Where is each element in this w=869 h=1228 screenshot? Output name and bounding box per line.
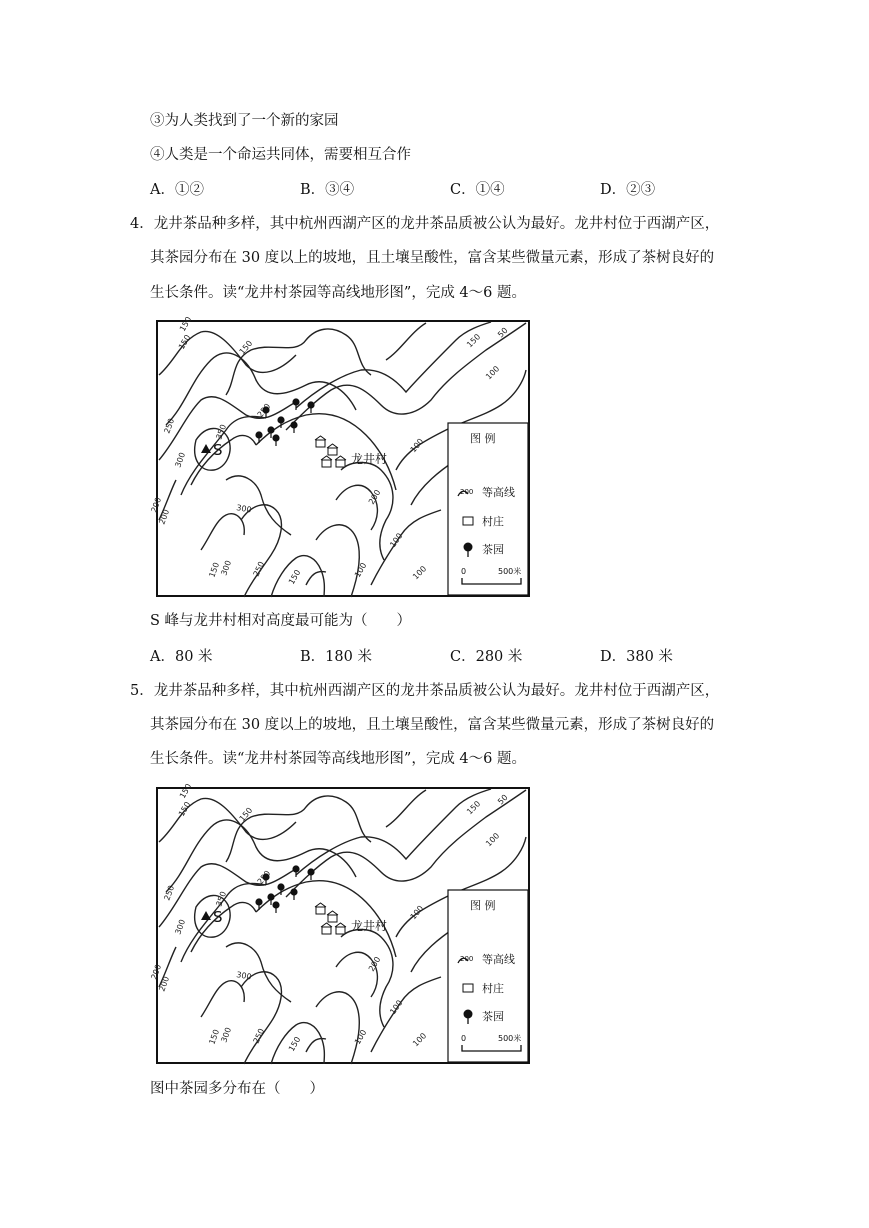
legend-village-icon	[463, 517, 473, 525]
contour-label: 50	[496, 325, 510, 340]
contour-label: 300	[219, 1026, 234, 1044]
scale-label: 500米	[498, 567, 522, 576]
tea-garden-icon	[272, 434, 279, 441]
tea-garden-icon	[290, 888, 297, 895]
q4-question: S 峰与龙井村相对高度最可能为（ ）	[150, 613, 412, 629]
contour-label: 150	[237, 338, 255, 357]
contour-label: 250	[162, 417, 177, 435]
contour-label: 250	[251, 1027, 267, 1045]
peak-label: S	[213, 441, 223, 459]
contour-label: 150	[207, 561, 222, 579]
q4-option-a: A．80 米	[150, 649, 213, 665]
peak-label: S	[213, 908, 223, 926]
contour-label: 300	[235, 970, 253, 982]
contour-label: 100	[352, 1028, 369, 1046]
q3-option-d: D．②③	[600, 182, 656, 198]
legend-contour: 等高线	[482, 486, 515, 499]
q3-option-b: B．③④	[300, 182, 355, 198]
tea-garden-icon	[262, 406, 269, 413]
contour-label: 100	[484, 831, 502, 849]
tea-garden-icon	[255, 898, 262, 905]
contour-label: 100	[411, 1031, 429, 1049]
q4-stem-line-1: 4．龙井茶品种多样，其中杭州西湖产区的龙井茶品质被公认为最好。龙井村位于西湖产区，	[130, 216, 720, 232]
contour-label: 350	[214, 423, 229, 441]
q4-stem-line-3: 生长条件。读“龙井村茶园等高线地形图”，完成 4～6 题。	[150, 285, 526, 301]
q3-option-c: C．①④	[450, 182, 505, 198]
scale-zero: 0	[461, 567, 467, 576]
q4-option-d: D．380 米	[600, 649, 673, 665]
q3-option-a: A．①②	[150, 182, 204, 198]
legend-contour-value: 200	[460, 955, 474, 963]
legend-title: 图 例	[470, 899, 496, 912]
q3-choice-4: ④人类是一个命运共同体，需要相互合作	[150, 147, 411, 163]
q5-stem-line-1: 5．龙井茶品种多样，其中杭州西湖产区的龙井茶品质被公认为最好。龙井村位于西湖产区，	[130, 683, 720, 699]
scale-label: 500米	[498, 1034, 522, 1043]
contour-label: 300	[219, 559, 234, 577]
contour-label: 100	[408, 436, 426, 455]
contour-label: 200	[366, 955, 383, 973]
village-icon	[316, 440, 325, 447]
tea-garden-icon	[255, 431, 262, 438]
contour-label: 150	[237, 805, 255, 824]
q4-option-c: C．280 米	[450, 649, 523, 665]
legend-tea: 茶园	[482, 543, 504, 556]
tea-garden-icon	[290, 421, 297, 428]
village-icon	[322, 460, 331, 467]
contour-label: 150	[176, 800, 193, 818]
contour-label: 150	[177, 782, 194, 800]
contour-label: 200	[157, 508, 172, 526]
contour-label: 200	[149, 496, 164, 514]
tea-garden-icon	[277, 416, 284, 423]
village-icon	[336, 460, 345, 467]
contour-label: 150	[286, 568, 303, 586]
q5-question: 图中茶园多分布在（ ）	[150, 1081, 324, 1097]
q5-stem-line-2: 其茶园分布在 30 度以上的坡地，且土壤呈酸性，富含某些微量元素，形成了茶树良好的	[150, 717, 715, 733]
tea-garden-icon	[277, 883, 284, 890]
contour-map-1	[149, 315, 530, 597]
contour-label: 200	[366, 488, 383, 506]
contour-label: 200	[149, 963, 164, 981]
contour-label: 100	[408, 903, 426, 922]
tea-garden-icon	[272, 901, 279, 908]
village-icon	[328, 448, 337, 455]
contour-label: 150	[176, 333, 193, 351]
q4-option-b: B．180 米	[300, 649, 372, 665]
q4-options	[150, 647, 750, 667]
village-icon	[316, 907, 325, 914]
contour-label: 300	[173, 918, 188, 936]
q3-options	[150, 180, 750, 200]
contour-label: 300	[235, 503, 253, 515]
village-icon	[322, 927, 331, 934]
contour-label: 150	[177, 315, 194, 333]
contour-label: 50	[496, 792, 510, 807]
contour-label: 350	[214, 890, 229, 908]
village-label: 龙井村	[351, 919, 388, 933]
tea-garden-icon	[292, 865, 299, 872]
contour-label: 100	[352, 561, 369, 579]
q5-stem-line-3: 生长条件。读“龙井村茶园等高线地形图”，完成 4～6 题。	[150, 751, 526, 767]
contour-label: 150	[286, 1035, 303, 1053]
legend-tea: 茶园	[482, 1010, 504, 1023]
contour-label: 100	[484, 364, 502, 382]
contour-label: 250	[162, 884, 177, 902]
village-icon	[336, 927, 345, 934]
tea-garden-icon	[292, 398, 299, 405]
tea-garden-icon	[307, 401, 314, 408]
legend-title: 图 例	[470, 432, 496, 445]
contour-label: 250	[251, 560, 267, 578]
q4-stem-line-2: 其茶园分布在 30 度以上的坡地，且土壤呈酸性，富含某些微量元素，形成了茶树良好的	[150, 250, 715, 266]
tea-garden-icon	[267, 893, 274, 900]
contour-label: 100	[388, 531, 405, 550]
contour-label: 100	[388, 998, 405, 1017]
contour-map-2	[149, 782, 530, 1064]
legend-village: 村庄	[482, 515, 504, 528]
legend-contour-value: 200	[460, 488, 474, 496]
legend-contour: 等高线	[482, 953, 515, 966]
contour-label: 150	[465, 799, 483, 817]
q3-choice-3: ③为人类找到了一个新的家园	[150, 113, 339, 129]
legend-village: 村庄	[482, 982, 504, 995]
contour-label: 150	[465, 332, 483, 350]
village-icon	[328, 915, 337, 922]
contour-label: 200	[157, 975, 172, 993]
village-label: 龙井村	[351, 452, 388, 466]
contour-label: 300	[173, 451, 188, 469]
tea-garden-icon	[307, 868, 314, 875]
scale-zero: 0	[461, 1034, 467, 1043]
tea-garden-icon	[262, 873, 269, 880]
legend-village-icon	[463, 984, 473, 992]
tea-garden-icon	[267, 426, 274, 433]
contour-label: 150	[207, 1028, 222, 1046]
contour-label: 100	[411, 564, 429, 582]
